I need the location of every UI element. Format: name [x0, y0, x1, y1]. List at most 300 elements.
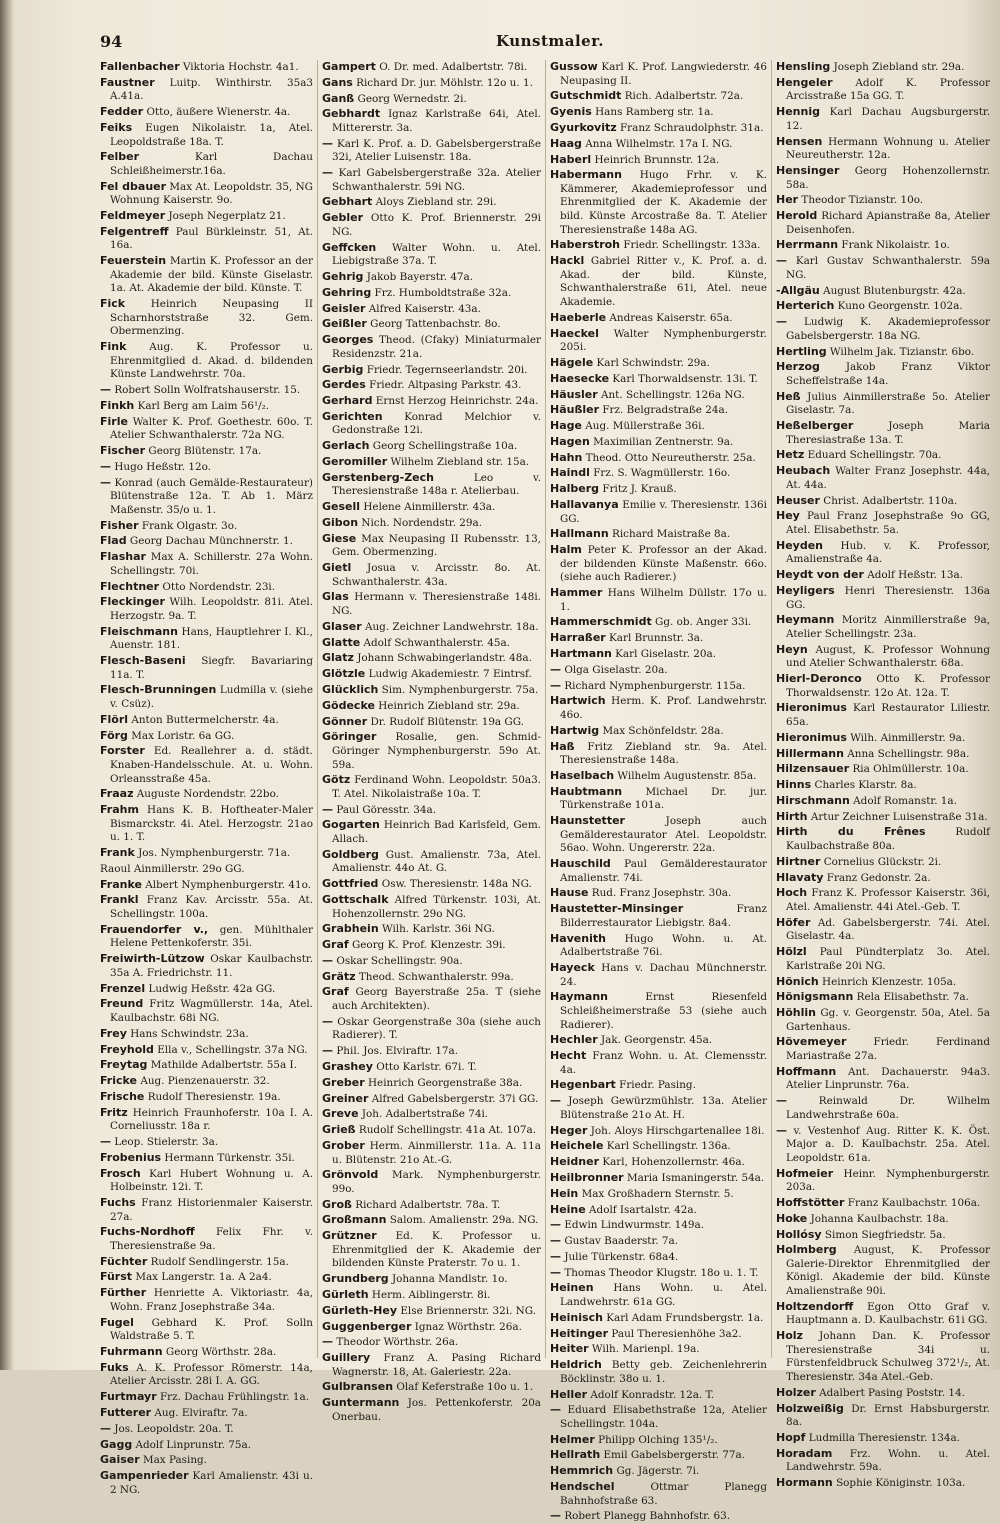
directory-entry [100, 1270, 313, 1285]
directory-entry [550, 1266, 767, 1281]
entry-surname: Haindl [550, 466, 590, 480]
entry-surname: Glatz [322, 651, 354, 665]
entry-details: Henri Theresienstr. 136a GG. [786, 584, 990, 611]
entry-surname: Gyurkovitz [550, 120, 617, 134]
entry-details: Wilh. Marienpl. 19a. [591, 1343, 700, 1356]
entry-surname: Guillery [322, 1351, 371, 1365]
entry-details: Aug. Müllerstraße 36i. [585, 420, 705, 433]
entry-details: Karl Giselastr. 20a. [615, 648, 717, 661]
entry-details: Charles Klarstr. 8a. [814, 779, 917, 792]
directory-entry [322, 394, 541, 409]
entry-surname: Heichele [550, 1139, 604, 1153]
entry-details: Karl Schellingstr. 136a. [606, 1140, 731, 1153]
directory-entry [100, 683, 313, 711]
directory-entry [322, 1198, 541, 1213]
entry-details: Ria Ohlmüllerstr. 10a. [852, 763, 969, 776]
directory-entry [100, 580, 313, 595]
directory-entry [776, 315, 990, 343]
entry-surname: Heller [550, 1387, 588, 1401]
entry-details: Ant. Dachauerstr. 94a3. Atelier Linprunstr. 76a. [786, 1065, 990, 1092]
directory-entry [776, 509, 990, 537]
entry-details: Frank Nikolaistr. 1o. [841, 239, 950, 252]
directory-entry [322, 1304, 541, 1319]
entry-surname: Gerbig [322, 362, 364, 376]
directory-entry [100, 1361, 313, 1389]
entry-surname: Gyenis [550, 105, 592, 119]
directory-entry [776, 1329, 990, 1384]
entry-surname: Heldrich [550, 1358, 602, 1372]
entry-details: Paul Bürkleinstr. 51, At. 16a. [110, 225, 313, 252]
page-number: 94 [100, 32, 123, 51]
entry-details: Georg Bayerstraße 25a. T (siehe auch Architekten). [332, 986, 541, 1013]
entry-surname: Gerhard [322, 394, 373, 408]
directory-entry [550, 1388, 767, 1403]
entry-details: Ed. Reallehrer a. d. städt. Knaben-Handelsschule. At. u. Wohn. Orleansstraße 45a. [110, 745, 313, 785]
entry-surname: Hägele [550, 355, 594, 369]
entry-surname: Flesch-Baseni [100, 654, 186, 668]
entry-surname: Gottfried [322, 877, 379, 891]
entry-surname: Heuser [776, 493, 820, 507]
entry-details: Emil Gabelsbergerstr. 77a. [603, 1449, 745, 1462]
directory-entry [550, 121, 767, 136]
directory-entry [776, 1167, 990, 1195]
entry-surname: Haubtmann [550, 784, 623, 798]
entry-surname: Harraßer [550, 631, 606, 645]
directory-entry [322, 92, 541, 107]
entry-surname: Geißler [322, 317, 367, 331]
entry-surname: Hagen [550, 434, 590, 448]
entry-surname: — [776, 315, 787, 329]
entry-surname: Hlavaty [776, 870, 824, 884]
entry-surname: Heß [776, 389, 801, 403]
entry-details: Karl Hubert Wohnung u. A. Holbeinstr. 12i. T. [110, 1167, 314, 1194]
entry-details: Johann Dan. K. Professor Theresienstraße 34i u. Fürstenfeldbruck Schulweg 372¹/₂, At. Theresienstr. 34a Atel.-Geb. [786, 1330, 990, 1383]
entry-details: Karl Dachau Schleißheimerstr.16a. [110, 151, 313, 177]
entry-surname: Fedder [100, 105, 144, 119]
directory-entry [322, 1015, 541, 1043]
entry-details: Karl Schwindstr. 29a. [596, 356, 710, 369]
entry-details: Dr. Ernst Habsburgerstr. 8a. [786, 1402, 990, 1429]
entry-surname: Gerichten [322, 409, 383, 423]
entry-details: Aug. Pienzenauerstr. 32. [140, 1075, 270, 1088]
entry-details: Jak. Georgenstr. 45a. [601, 1034, 713, 1047]
directory-entry [550, 1311, 767, 1326]
directory-entry [100, 1106, 313, 1134]
entry-details: Anna Wilhelmstr. 17a I. NG. [585, 137, 733, 150]
entry-details: Georg Wörthstr. 28a. [165, 1346, 277, 1358]
directory-entry [550, 1049, 767, 1077]
directory-entry [100, 1196, 313, 1224]
entry-details: August Blutenburgstr. 42a. [823, 284, 966, 297]
directory-entry [550, 902, 767, 930]
entry-details: Karl Berg am Laim 56¹/₂. [137, 399, 270, 412]
entry-details: Olaf Keferstraße 10o u. 1. [396, 1381, 534, 1394]
entry-surname: Freytag [100, 1058, 148, 1072]
entry-details: Max Großhadern Sternstr. 5. [581, 1187, 734, 1200]
entry-details: Herm. K. Prof. Landwehrstr. 46o. [560, 695, 767, 721]
entry-surname: Hage [550, 419, 582, 433]
entry-details: Frz. Wohn. u. Atel. Landwehrstr. 59a. [786, 1447, 990, 1474]
entry-details: Franz Schraudolphstr. 31a. [619, 121, 764, 134]
entry-details: Adolf K. Professor Arcisstraße 15a GG. T. [786, 76, 990, 103]
entry-surname: Hirth du Frênes [776, 825, 926, 839]
entry-details: Ludmilla Theresienstr. 134a. [808, 1431, 960, 1444]
entry-surname: Gehring [322, 285, 372, 299]
directory-entry [550, 153, 767, 168]
entry-details: Anton Buttermelcherstr. 4a. [131, 713, 279, 726]
entry-details: Joseph Gewürzmühlstr. 13a. Atelier Blütenstraße 21o At. H. [560, 1095, 767, 1121]
entry-details: Joh. Adalbertstraße 74i. [361, 1108, 489, 1121]
directory-entry [100, 729, 313, 744]
entry-surname: Glücklich [322, 682, 379, 696]
directory-entry [776, 855, 990, 870]
entry-surname: Helmer [550, 1432, 595, 1446]
directory-entry [550, 137, 767, 152]
entry-details: Frz. S. Wagmüllerstr. 16o. [593, 467, 731, 480]
directory-entry [100, 1043, 313, 1058]
directory-entry [322, 893, 541, 921]
entry-details: Karl Amalienstr. 43i u. 2 NG. [110, 1470, 313, 1496]
entry-details: Franz K. Professor Kaiserstr. 36i, Atel. Amalienstr. 44i Atel.-Geb. T. [786, 887, 991, 913]
directory-entry [550, 1218, 767, 1233]
entry-surname: — [100, 459, 111, 473]
entry-surname: Fallenbacher [100, 60, 180, 73]
entry-surname: — [100, 383, 111, 397]
entry-details: Heinrich Georgenstraße 38a. [368, 1076, 523, 1089]
entry-surname: Fürther [100, 1286, 147, 1300]
entry-surname: Georges [322, 333, 374, 347]
entry-details: Ignaz Karlstraße 64i, Atel. Mittererstr. 3a. [332, 108, 541, 134]
entry-details: Dr. Rudolf Blütenstr. 19a GG. [370, 715, 524, 728]
directory-entry [550, 586, 767, 614]
directory-entry [776, 731, 990, 746]
binding-shadow [0, 0, 14, 1370]
directory-entry [322, 1396, 541, 1424]
entry-surname: Herrmann [776, 238, 839, 252]
directory-entry [550, 60, 767, 88]
entry-details: Hans Ramberg str. 1a. [595, 106, 714, 119]
entry-details: gen. Mühlthaler Helene Pettenkoferstr. 35i. [110, 923, 313, 950]
directory-entry [322, 60, 541, 75]
entry-details: Ottmar Planegg Bahnhofstraße 63. [560, 1481, 767, 1507]
entry-surname: Haymann [550, 990, 609, 1004]
entry-details: Adolf Konradstr. 12a. T. [590, 1388, 715, 1401]
entry-details: Franz Historienmaler Kaiserstr. 27a. [110, 1196, 313, 1223]
entry-surname: Giese [322, 531, 357, 545]
entry-details: Georg K. Prof. Klenzestr. 39i. [351, 939, 506, 952]
entry-details: Christ. Adalbertstr. 110a. [823, 494, 958, 507]
entry-surname: Hackl [550, 254, 585, 268]
directory-entry [776, 345, 990, 360]
entry-surname: Hey [776, 509, 800, 523]
entry-surname: Gürleth-Hey [322, 1303, 398, 1317]
directory-entry [322, 166, 541, 194]
entry-details: Paul Göresstr. 34a. [336, 803, 437, 816]
entry-surname: Fuks [100, 1360, 129, 1374]
entry-surname: -Allgäu [776, 283, 820, 297]
entry-details: Luitp. Winthirstr. 35a3 A.41a. [110, 76, 314, 103]
entry-surname: — [100, 1135, 111, 1148]
entry-surname: Hopf [776, 1430, 806, 1444]
directory-entry [100, 787, 313, 802]
entry-surname: Holz [776, 1329, 803, 1343]
directory-entry [550, 1078, 767, 1093]
entry-surname: Fugel [100, 1315, 134, 1329]
entry-surname: Felgentreff [100, 224, 169, 238]
directory-entry [100, 534, 313, 549]
directory-entry [322, 818, 541, 846]
entry-details: Wilh. Leopoldstr. 81i. Atel. Herzogstr. 9a. T. [110, 596, 313, 622]
directory-entry [322, 1351, 541, 1379]
directory-entry [100, 744, 313, 786]
directory-entry [100, 180, 313, 208]
entry-details: Paul Gemälderestaurator Amalienstr. 74i. [560, 858, 767, 884]
entry-details: Andreas Kaiserstr. 65a. [609, 311, 733, 324]
directory-entry [550, 238, 767, 253]
entry-details: Paul Pündterplatz 3o. Atel. Karlstraße 20i NG. [786, 946, 990, 972]
entry-surname: Gans [322, 75, 353, 89]
entry-details: Rosalie, gen. Schmid-Göringer Nymphenburgerstr. 59o At. 59a. [332, 731, 542, 771]
entry-details: Theodor Tizianstr. 10o. [801, 194, 924, 207]
entry-surname: Graf [322, 938, 349, 952]
directory-entry [550, 1250, 767, 1265]
entry-surname: Götz [322, 773, 351, 787]
directory-entry [100, 1316, 313, 1344]
directory-columns [96, 60, 994, 1523]
entry-surname: Freyhold [100, 1042, 154, 1056]
entry-details: Ant. Schellingstr. 126a NG. [600, 388, 745, 401]
entry-details: Walter Wohn. u. Atel. Liebigstraße 37a. T. [332, 241, 541, 268]
directory-entry [776, 1402, 990, 1430]
entry-details: August, K. Professor Galerie-Direktor Ehrenmitglied der Königl. Akademie der bild. Künste Amalienstraße 90i. [786, 1244, 990, 1298]
entry-surname: Gampert [322, 60, 376, 73]
directory-entry [776, 1124, 990, 1166]
entry-surname: Hoffstötter [776, 1195, 845, 1209]
entry-surname: Frische [100, 1089, 145, 1103]
directory-entry [322, 1123, 541, 1138]
directory-entry [550, 482, 767, 497]
entry-details: Eduard Schellingstr. 70a. [807, 449, 942, 462]
directory-entry [322, 270, 541, 285]
entry-details: Betty geb. Zeichenlehrerin Böcklinstr. 38o u. 1. [560, 1359, 767, 1385]
entry-details: Oskar Kaulbachstr. 35a A. Friedrichstr. 11. [110, 953, 313, 979]
entry-details: Max Schönfeldstr. 28a. [602, 724, 724, 737]
entry-surname: Haesecke [550, 371, 610, 385]
entry-details: Max At. Leopoldstr. 35, NG Wohnung Kaiserstr. 9o. [110, 180, 313, 207]
column-1 [96, 60, 318, 1496]
entry-details: Joseph Negerplatz 21. [168, 210, 286, 223]
directory-entry [322, 922, 541, 937]
entry-surname: Gottschalk [322, 892, 389, 906]
entry-surname: Hierl-Deronco [776, 672, 862, 686]
entry-surname: Fuchs-Nordhoff [100, 1225, 195, 1239]
entry-details: Kuno Georgenstr. 102a. [837, 300, 963, 313]
directory-entry [550, 419, 767, 434]
directory-entry [322, 938, 541, 953]
directory-entry [100, 1390, 313, 1405]
entry-details: Paul Theresienhöhe 3a2. [611, 1327, 742, 1340]
entry-details: Franz Kav. Arcisstr. 55a. At. Schellingstr. 100a. [110, 894, 313, 921]
entry-details: Max Loristr. 6a GG. [131, 729, 235, 742]
entry-surname: Fink [100, 340, 127, 354]
entry-surname: Holzweißig [776, 1401, 844, 1415]
directory-entry [100, 862, 313, 877]
directory-entry [100, 150, 313, 178]
entry-details: Artur Zeichner Luisenstraße 31a. [810, 810, 988, 823]
entry-details: Leop. Stielerstr. 3a. [114, 1136, 219, 1148]
entry-surname: Greve [322, 1107, 359, 1121]
entry-details: Phil. Jos. Elviraftr. 17a. [336, 1045, 459, 1058]
entry-details: Joh. Aloys Hirschgartenallee 18i. [590, 1124, 765, 1137]
directory-entry [776, 1065, 990, 1093]
entry-surname: Hensen [776, 134, 823, 148]
directory-entry [322, 471, 541, 499]
entry-details: Jakob Franz Viktor Scheffelstraße 14a. [786, 361, 990, 387]
entry-surname: Glaser [322, 619, 362, 633]
entry-surname: Hartwich [550, 694, 606, 708]
directory-entry [100, 893, 313, 921]
directory-entry [322, 1213, 541, 1228]
entry-surname: Gutschmidt [550, 89, 622, 103]
entry-details: Theodor Wörthstr. 26a. [336, 1336, 459, 1349]
entry-surname: Finkh [100, 398, 135, 412]
entry-surname: Geromiller [322, 455, 388, 468]
entry-details: Jakob Bayerstr. 47a. [366, 271, 474, 283]
directory-entry [550, 1155, 767, 1170]
directory-entry [322, 532, 541, 560]
entry-details: Karl Dachau Augsburgerstr. 12. [786, 106, 990, 132]
entry-surname: Hechler [550, 1033, 598, 1047]
entry-details: Hermann Türkenstr. 35i. [164, 1151, 295, 1164]
entry-details: Adolf Linprunstr. 75a. [135, 1438, 251, 1451]
entry-surname: Hensling [776, 60, 831, 73]
entry-surname: Gödecke [322, 698, 375, 712]
directory-entry [100, 105, 313, 120]
directory-entry [776, 539, 990, 567]
directory-entry [100, 121, 313, 149]
entry-details: Gebhard K. Prof. Solln Waldstraße 5. T. [110, 1316, 313, 1343]
entry-surname: Fick [100, 297, 126, 311]
entry-surname: Gibon [322, 515, 359, 529]
entry-details: Heinrich Klenzestr. 105a. [822, 975, 957, 988]
entry-details: Max Pasing. [142, 1454, 207, 1467]
entry-details: Sophie Königinstr. 103a. [836, 1477, 966, 1490]
entry-surname: — [550, 1218, 561, 1232]
entry-surname: Herold [776, 209, 818, 223]
entry-surname: — [550, 1094, 561, 1108]
entry-details: Adalbert Pasing Poststr. 14. [819, 1386, 965, 1399]
entry-surname: Hetz [776, 448, 805, 462]
entry-surname: Feiks [100, 120, 133, 134]
entry-details: Johanna Mandlstr. 1o. [391, 1273, 508, 1286]
entry-surname: Fraaz [100, 787, 134, 801]
entry-surname: Frahm [100, 803, 139, 817]
entry-surname: Glötzle [322, 667, 366, 681]
entry-details: Philipp Olching 135¹/₂. [598, 1433, 718, 1446]
entry-details: Franz A. Pasing Richard Wagnerstr. 18, At. Galeriestr. 22a. [332, 1352, 541, 1378]
directory-entry [550, 785, 767, 813]
entry-surname: Grützner [322, 1229, 377, 1243]
entry-surname: — [776, 1123, 787, 1137]
entry-surname: Gussow [550, 60, 598, 73]
entry-surname: Freund [100, 997, 144, 1011]
entry-surname: Hönigsmann [776, 990, 854, 1004]
entry-surname: — [322, 802, 333, 816]
directory-entry [322, 137, 541, 165]
entry-surname: Groß [322, 1197, 352, 1211]
entry-surname: Hirth [776, 809, 808, 823]
entry-details: Ernst Riesenfeld Schleißheimerstraße 53 (siehe auch Radierer). [560, 991, 767, 1031]
entry-details: Jos. Nymphenburgerstr. 71a. [138, 847, 291, 860]
entry-details: Anna Schellingstr. 98a. [847, 747, 970, 760]
entry-surname: — [776, 254, 787, 268]
directory-entry [550, 356, 767, 371]
entry-details: Richard Dr. jur. Möhlstr. 12o u. 1. [356, 76, 533, 89]
directory-entry [550, 1403, 767, 1431]
entry-surname: Forster [100, 744, 145, 758]
entry-details: Ignaz Wörthstr. 26a. [414, 1320, 522, 1333]
entry-details: Hermann Wohnung u. Atelier Neureutherstr. 12a. [786, 135, 990, 162]
directory-entry [322, 620, 541, 635]
directory-entry [776, 1035, 990, 1063]
entry-details: Hugo Wohn. u. At. Adalbertstraße 76i. [560, 932, 767, 959]
entry-details: Richard Maistraße 8a. [612, 528, 731, 541]
entry-surname: Geffcken [322, 240, 377, 254]
entry-surname: Heßelberger [776, 419, 854, 433]
directory-entry [776, 916, 990, 944]
directory-entry [100, 878, 313, 893]
entry-details: Hugo Frhr. v. K. Kämmerer, Akademieprofessor und Ehrenmitglied der K. Akademie der bild. Künste Arcostraße 8a. T. Atelier Theresienstraße 148a AG. [560, 169, 767, 236]
directory-entry [776, 975, 990, 990]
entry-details: Rudolf Kaulbachstraße 80a. [786, 826, 990, 853]
entry-surname: Feuerstein [100, 254, 167, 268]
directory-entry [550, 254, 767, 309]
directory-entry [100, 460, 313, 475]
entry-details: August, K. Professor Wohnung und Atelier Schwanthalerstr. 68a. [786, 643, 990, 670]
column-2 [318, 60, 546, 1423]
entry-details: Karl Gabelsbergerstraße 32a. Atelier Schwanthalerstr. 59i NG. [332, 167, 541, 193]
entry-details: Mathilde Adalbertstr. 55a I. [150, 1059, 297, 1072]
entry-details: Ad. Gabelsbergerstr. 74i. Atel. Giselastr. 4a. [786, 916, 990, 943]
entry-surname: Frauendorfer v., [100, 922, 209, 936]
directory-entry [322, 1044, 541, 1059]
entry-surname: Flashar [100, 550, 146, 564]
entry-surname: Flörl [100, 712, 129, 726]
entry-surname: Gebhardt [322, 107, 381, 121]
directory-entry [550, 615, 767, 630]
entry-details: Friedr. Schellingstr. 133a. [623, 239, 761, 252]
directory-entry [322, 773, 541, 801]
directory-entry [776, 105, 990, 133]
entry-details: Otto Nordendstr. 23i. [162, 580, 276, 593]
directory-entry [100, 1090, 313, 1105]
entry-details: Albert Nymphenburgerstr. 41o. [145, 878, 311, 891]
entry-details: Sim. Nymphenburgerstr. 75a. [381, 683, 539, 696]
entry-surname: Gerdes [322, 378, 366, 392]
directory-entry [100, 1225, 313, 1253]
entry-surname: — [550, 1265, 561, 1279]
entry-surname: Hieronimus [776, 730, 847, 744]
entry-details: Auguste Nordendstr. 22bo. [136, 788, 279, 801]
directory-entry [776, 990, 990, 1005]
entry-surname: Heydt von der [776, 568, 864, 582]
directory-entry [550, 89, 767, 104]
directory-entry [100, 60, 313, 75]
entry-surname: Holmberg [776, 1243, 837, 1257]
entry-details: Nich. Nordendstr. 29a. [361, 516, 483, 529]
entry-surname: Förg [100, 728, 128, 742]
directory-entry [322, 1076, 541, 1091]
